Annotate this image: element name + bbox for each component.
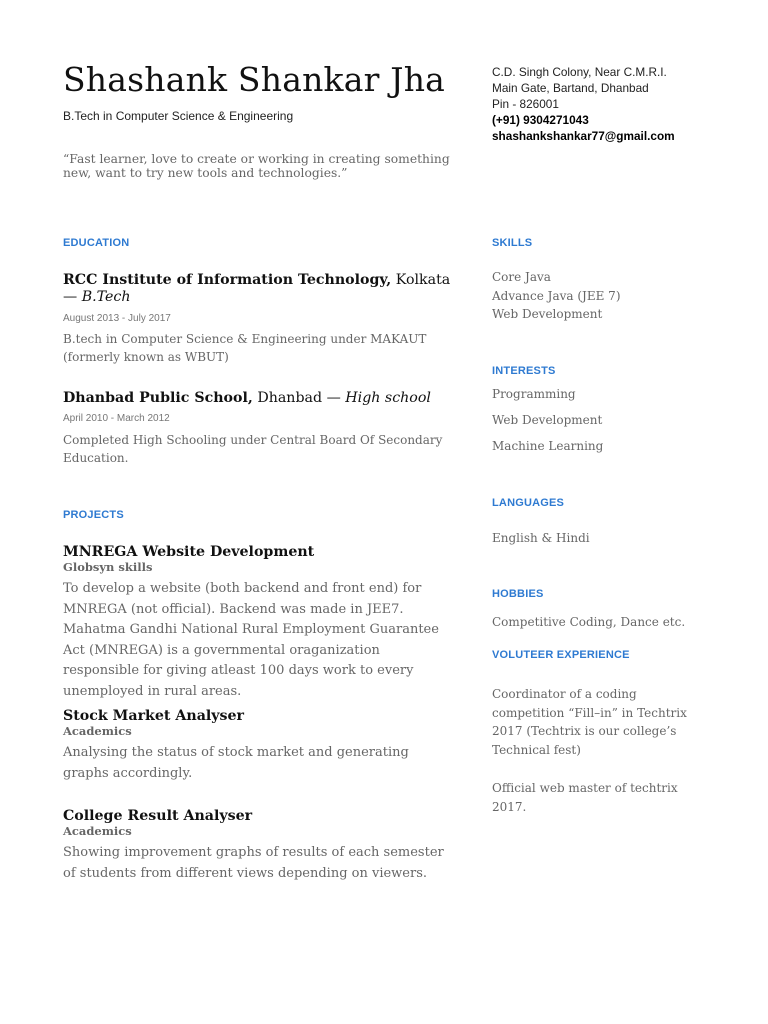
languages-heading: LANGUAGES — [492, 497, 565, 509]
address-line-1: C.D. Singh Colony, Near C.M.R.I. — [492, 65, 667, 79]
resume-name: Shashank Shankar Jha — [63, 60, 446, 99]
project-title: College Result Analyser — [63, 808, 253, 824]
project-description: Analysing the status of stock market and generating graphs accordingly. — [63, 745, 409, 781]
interest-item: Programming — [492, 387, 576, 401]
volunteer-item: Coordinator of a coding competition “Fill–in” in Techtrix 2017 (Techtrix is our college’s Technical fest) — [492, 687, 687, 757]
address-line-2: Main Gate, Bartand, Dhanbad — [492, 81, 649, 95]
institution-name: RCC Institute of Information Technology, — [63, 272, 392, 288]
project-description: Showing improvement graphs of results of each semester of students from different views depending on viewers. — [63, 845, 444, 881]
contact-block — [492, 64, 675, 144]
volunteer-item: Official web master of techtrix 2017. — [492, 781, 678, 814]
hobbies-heading: HOBBIES — [492, 588, 544, 600]
project-organization: Academics — [63, 724, 132, 738]
skills-list — [492, 268, 621, 324]
education-entry-title — [63, 390, 431, 407]
languages-text: English & Hindi — [492, 531, 590, 545]
personal-quote: “Fast learner, love to create or working in creating something new, want to try new tools and technologies.” — [63, 152, 450, 180]
phone-number[interactable]: (+91) 9304271043 — [492, 113, 589, 127]
project-title: MNREGA Website Development — [63, 544, 315, 560]
skill-item: Advance Java (JEE 7) — [492, 288, 621, 303]
degree-subtitle: B.Tech in Computer Science & Engineering — [63, 109, 294, 123]
project-title: Stock Market Analyser — [63, 708, 245, 724]
education-description: B.tech in Computer Science & Engineering under MAKAUT (formerly known as WBUT) — [63, 332, 427, 364]
education-description: Completed High Schooling under Central Board Of Secondary Education. — [63, 433, 443, 465]
education-dates: August 2013 - July 2017 — [63, 313, 171, 324]
interest-item: Machine Learning — [492, 439, 604, 453]
projects-heading: PROJECTS — [63, 509, 124, 521]
skill-item: Web Development — [492, 307, 603, 321]
institution-location: Kolkata — — [63, 272, 451, 305]
skills-heading: SKILLS — [492, 237, 533, 249]
education-dates: April 2010 - March 2012 — [63, 413, 170, 424]
degree-name: High school — [345, 390, 431, 406]
hobbies-text: Competitive Coding, Dance etc. — [492, 615, 686, 629]
interest-item: Web Development — [492, 413, 603, 427]
email-link[interactable]: shashankshankar77@gmail.com — [492, 129, 675, 143]
volunteer-heading: VOLUTEER EXPERIENCE — [492, 649, 630, 661]
education-heading: EDUCATION — [63, 237, 130, 249]
project-description: To develop a website (both backend and front end) for MNREGA (not official). Backend was made in JEE7. Mahatma Gandhi National Rural Employment Guarantee Act (MNREGA) is a governmental oraganization responsible for giving atleast 100 days work to every unemployed in rural areas. — [63, 581, 439, 699]
pin-code: Pin - 826001 — [492, 97, 559, 111]
degree-name: B.Tech — [81, 289, 131, 305]
institution-location: Dhanbad — — [252, 390, 346, 406]
skill-item: Core Java — [492, 270, 551, 284]
project-organization: Globsyn skills — [63, 560, 153, 574]
education-entry-title — [63, 272, 453, 306]
interests-heading: INTERESTS — [492, 365, 556, 377]
project-organization: Academics — [63, 824, 132, 838]
institution-name: Dhanbad Public School, — [63, 390, 253, 406]
